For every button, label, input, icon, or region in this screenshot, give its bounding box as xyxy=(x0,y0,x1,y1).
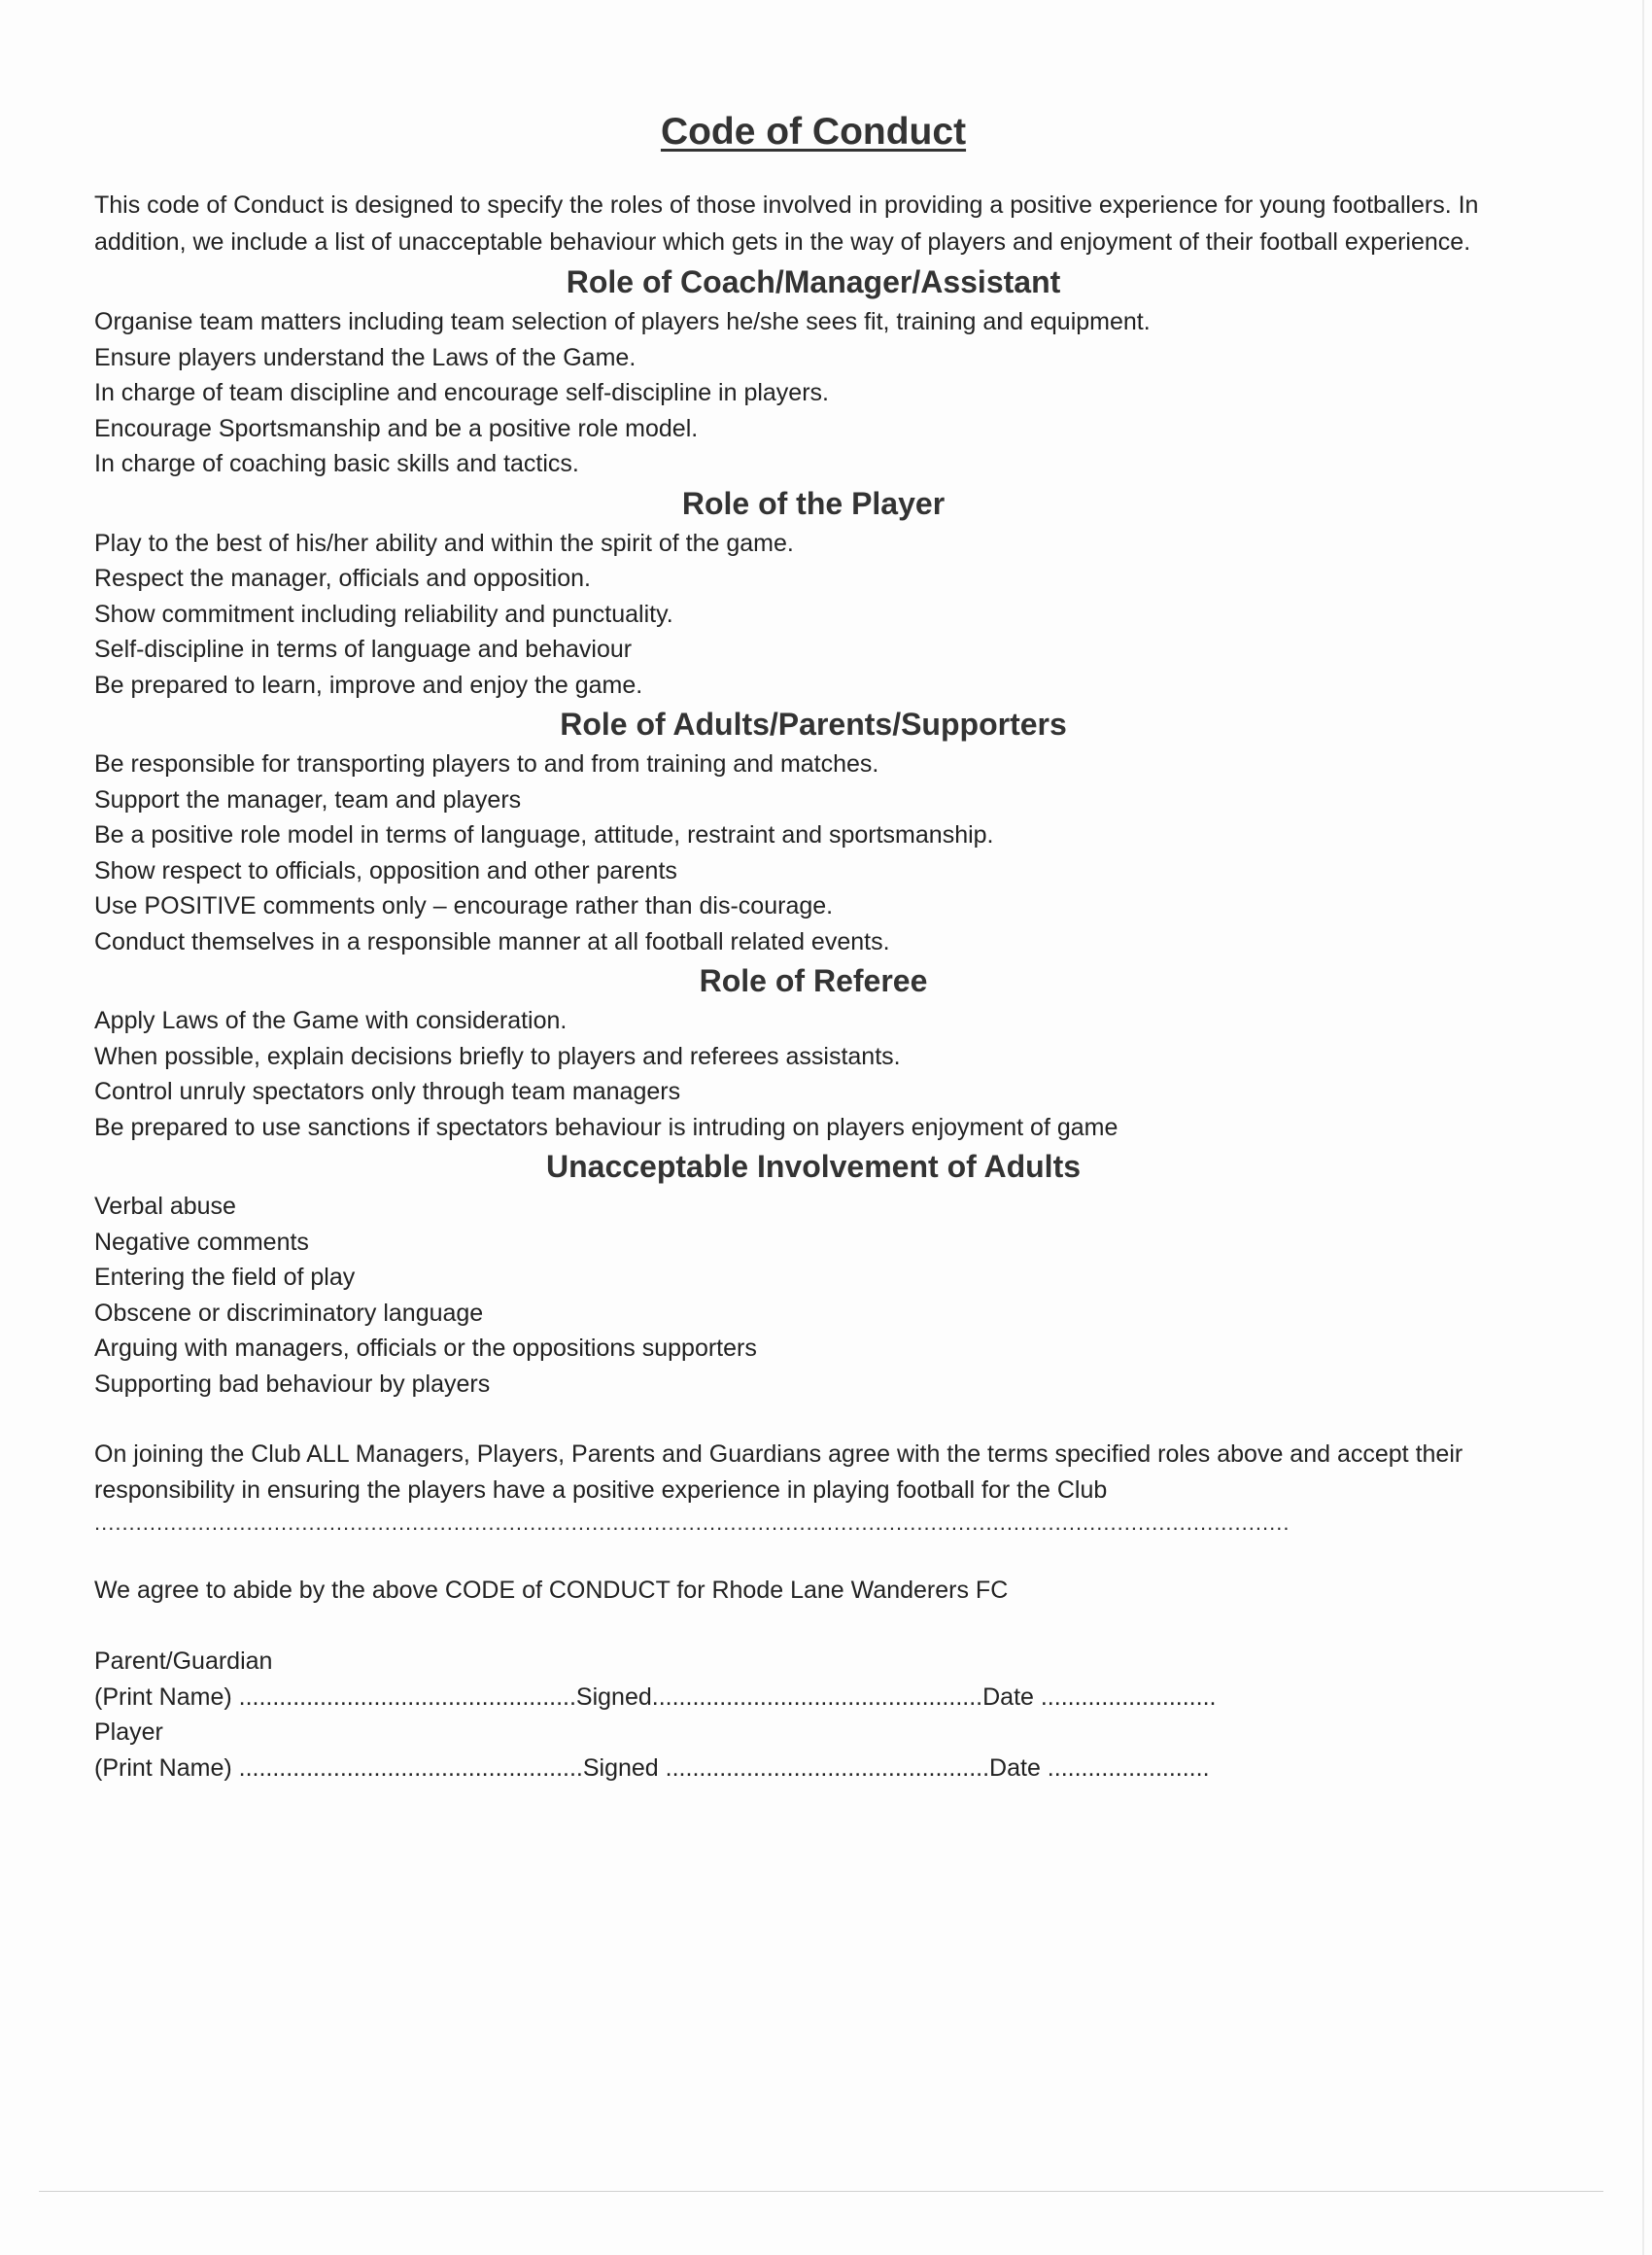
section-referee xyxy=(94,959,1532,1145)
player-signature-line: (Print Name) ...................................................Signed ................................................Date ........................ xyxy=(94,1753,1210,1782)
list-item: Be responsible for transporting players to and from training and matches. xyxy=(94,750,879,778)
list-item: Encourage Sportsmanship and be a positive role model. xyxy=(94,414,699,442)
list-item: When possible, explain decisions briefly to players and referees assistants. xyxy=(94,1042,901,1070)
list-item: Verbal abuse xyxy=(94,1193,236,1220)
section-heading: Unacceptable Involvement of Adults xyxy=(545,1149,1082,1184)
list-item: Be prepared to learn, improve and enjoy the game. xyxy=(94,671,643,699)
section-coach xyxy=(94,260,1532,482)
list-item: Show respect to officials, opposition and other parents xyxy=(94,856,677,885)
dotted-rule: ............................................................................................................................................................................. xyxy=(94,1510,1291,1535)
parent-signature-line: (Print Name) ..................................................Signed.................................................Date .......................... xyxy=(94,1683,1217,1711)
list-item: Organise team matters including team selection of players he/she sees fit, training and equipment. xyxy=(94,308,1151,335)
list-item: Be a positive role model in terms of language, attitude, restraint and sportsmanship. xyxy=(94,821,994,849)
list-item: Entering the field of play xyxy=(94,1264,356,1291)
list-item: Use POSITIVE comments only – encourage rather than dis-courage. xyxy=(94,892,834,919)
list-item: Ensure players understand the Laws of the Game. xyxy=(94,343,637,371)
list-item: Negative comments xyxy=(94,1228,309,1256)
parent-guardian-label: Parent/Guardian xyxy=(94,1648,273,1675)
section-gap xyxy=(94,1402,1532,1437)
list-item: Play to the best of his/her ability and within the spirit of the game. xyxy=(94,529,794,557)
page-edge-shadow xyxy=(1642,0,1644,2255)
list-item: Show commitment including reliability and punctuality. xyxy=(94,600,673,628)
footer-rule xyxy=(39,2191,1603,2192)
abide-statement: We agree to abide by the above CODE of CONDUCT for Rhode Lane Wanderers FC xyxy=(94,1577,1009,1604)
signature-block xyxy=(94,1644,1532,1786)
list-item: Control unruly spectators only through team managers xyxy=(94,1078,681,1105)
list-item: Support the manager, team and players xyxy=(94,785,522,814)
list-item: Apply Laws of the Game with consideration. xyxy=(94,1007,568,1034)
section-adults xyxy=(94,703,1532,959)
list-item: Arguing with managers, officials or the oppositions supporters xyxy=(94,1335,757,1362)
intro-paragraph: This code of Conduct is designed to specify the roles of those involved in providing a positive experience for young footballers. In addition, we include a list of unacceptable behaviour which gets in the way of players and enjoyment of their football experience. xyxy=(94,191,1479,256)
section-heading: Role of Coach/Manager/Assistant xyxy=(566,264,1061,299)
section-heading: Role of Adults/Parents/Supporters xyxy=(560,707,1067,742)
list-item: Be prepared to use sanctions if spectators behaviour is intruding on players enjoyment of game xyxy=(94,1113,1119,1141)
agreement-paragraph: On joining the Club ALL Managers, Players, Parents and Guardians agree with the terms specified roles above and accept their responsibility in ensuring the players have a positive experience in playing football for the Club xyxy=(94,1440,1463,1504)
list-item: In charge of coaching basic skills and tactics. xyxy=(94,450,579,477)
player-label: Player xyxy=(94,1718,163,1746)
section-unacceptable xyxy=(94,1145,1532,1402)
list-item: Obscene or discriminatory language xyxy=(94,1299,484,1327)
page-title: Code of Conduct xyxy=(660,111,967,153)
list-item: In charge of team discipline and encourage self-discipline in players. xyxy=(94,379,829,406)
list-item: Self-discipline in terms of language and behaviour xyxy=(94,636,633,663)
list-item: Conduct themselves in a responsible manner at all football related events. xyxy=(94,927,890,955)
section-player xyxy=(94,482,1532,704)
document-content xyxy=(94,107,1532,1786)
list-item: Supporting bad behaviour by players xyxy=(94,1370,491,1398)
section-heading: Role of Referee xyxy=(699,963,928,998)
list-item: Respect the manager, officials and opposition. xyxy=(94,565,591,592)
section-heading: Role of the Player xyxy=(681,485,946,521)
